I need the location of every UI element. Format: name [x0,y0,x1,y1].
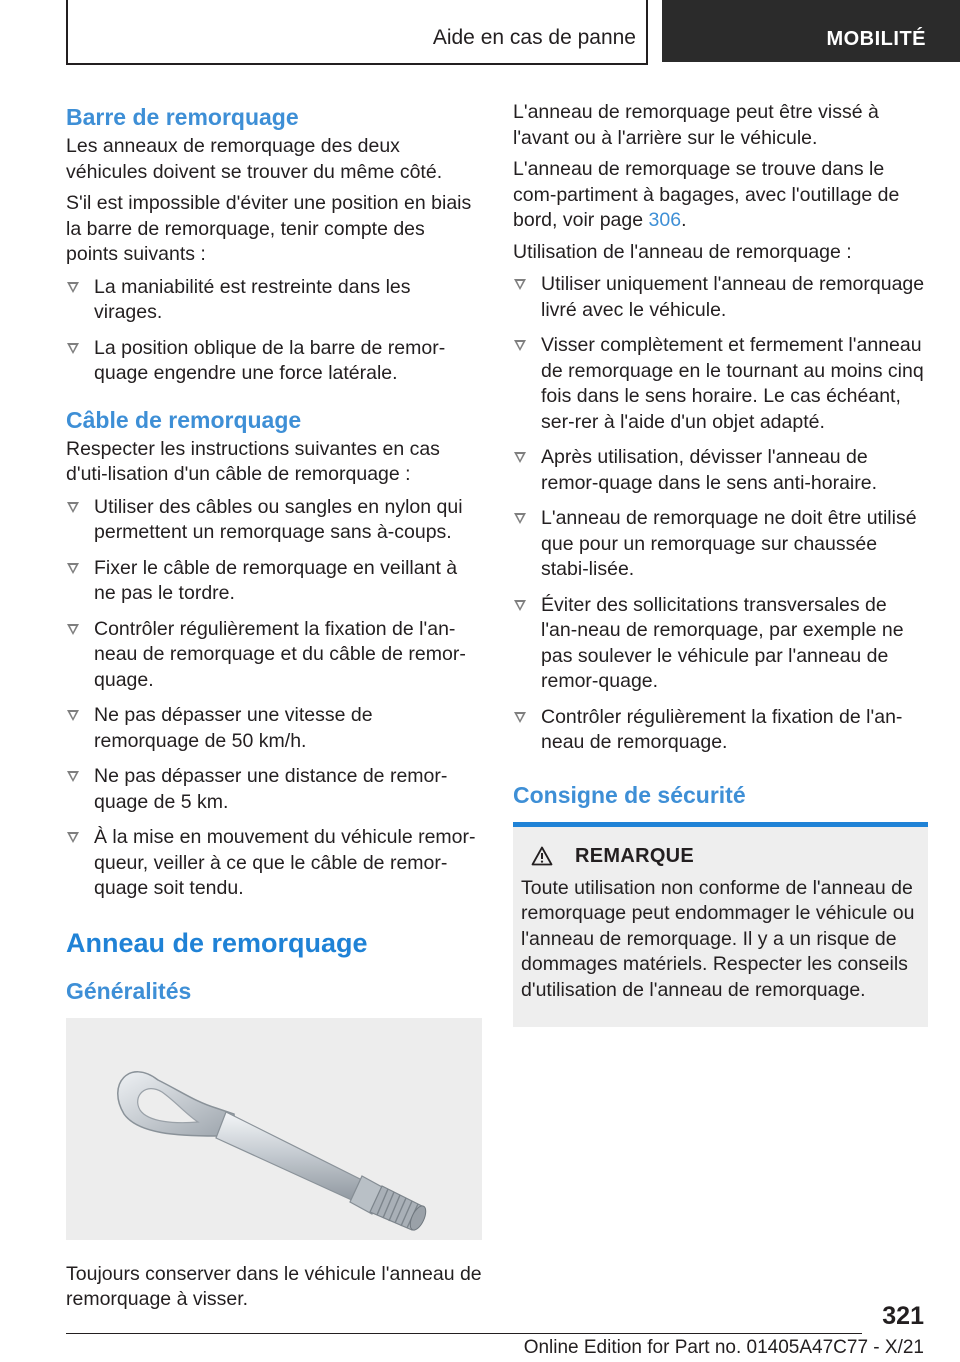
right-paragraph-2: L'anneau de remorquage se trouve dans le com-partiment à bagages, avec l'outillage de bord, voir page 306. [513,158,900,231]
bullet-triangle-icon [67,502,79,513]
tow-bar-paragraph-2: S'il est impossible d'éviter une position en biais la barre de remorquage, tenir compte des points suivants : [66,192,472,265]
bullet-triangle-icon [67,282,79,293]
header-chapter-tab [662,0,960,62]
page-number: 321 [882,1302,924,1330]
header-rule-divider [646,0,648,64]
bullet-triangle-icon [514,340,526,351]
header-section-title: Aide en cas de panne [432,26,636,49]
list-item: Après utilisation, dévisser l'anneau de remor-quage dans le sens anti-horaire. [513,445,928,496]
list-item: Ne pas dépasser une distance de remor-quage de 5 km. [66,764,482,815]
bullet-triangle-icon [67,343,79,354]
bullet-triangle-icon [514,513,526,524]
header-chapter-label: MOBILITÉ [826,28,926,50]
left-column [66,100,482,1313]
tow-rope-list [66,495,482,902]
tow-eye-usage-list [513,272,928,756]
list-item: Utiliser uniquement l'anneau de remorquage livré avec le véhicule. [513,272,928,323]
list-item: Fixer le câble de remorquage en veillant à ne pas le tordre. [66,556,482,607]
page-link-306[interactable]: 306 [648,209,682,231]
tow-eye-caption: Toujours conserver dans le véhicule l'anneau de remorquage à visser. [66,1262,482,1310]
notice-text: Toute utilisation non conforme de l'anneau de remorquage peut endommager le véhicule ou l'anneau de remorquage. Il y a un risque de dommages matériels. Respecter les conseils d'utilisation de l'anneau de remorquage. [521,876,915,1001]
footer-rule [66,1333,862,1334]
list-item: La maniabilité est restreinte dans les virages. [66,275,482,326]
tow-bar-list [66,275,482,387]
list-item: Contrôler régulièrement la fixation de l'an-neau de remorquage. [513,705,928,756]
bullet-triangle-icon [514,712,526,723]
list-item: Ne pas dépasser une vitesse de remorquage de 50 km/h. [66,703,482,754]
heading-tow-eye: Anneau de remorquage [66,927,368,958]
notice-label: REMARQUE [575,844,695,867]
header-rule-left [66,0,68,64]
bullet-triangle-icon [514,452,526,463]
heading-tow-rope: Câble de remorquage [66,406,302,433]
list-item: Visser complètement et fermement l'anneau de remorquage en le tournant au moins cinq fois dans le sens horaire. Le cas échéant, ser-rer à l'aide d'un objet adapté. [513,333,928,435]
right-column [513,100,928,1027]
bullet-triangle-icon [67,710,79,721]
bullet-triangle-icon [514,600,526,611]
list-item: L'anneau de remorquage ne doit être utilisé que pour un remorquage sur chaussée stabi-lisée. [513,506,928,583]
list-item: La position oblique de la barre de remor-quage engendre une force latérale. [66,336,482,387]
tow-eye-illustration [66,1018,482,1240]
notice-header [531,845,920,868]
list-item: Utiliser des câbles ou sangles en nylon qui permettent un remorquage sans à-coups. [66,495,482,546]
tow-eye-image [66,1018,482,1240]
list-item: Contrôler régulièrement la fixation de l'an-neau de remorquage et du câble de remor-quage. [66,617,482,694]
list-item: À la mise en mouvement du véhicule remor-queur, veiller à ce que le câble de remor-quage soit tendu. [66,825,482,902]
heading-tow-bar: Barre de remorquage [66,104,299,130]
header-rule-bottom [66,63,648,65]
bullet-triangle-icon [67,832,79,843]
notice-box [513,827,928,1028]
bullet-triangle-icon [67,771,79,782]
heading-safety: Consigne de sécurité [513,781,746,808]
tow-bar-paragraph-1: Les anneaux de remorquage des deux véhicules doivent se trouver du même côté. [66,135,443,183]
right-paragraph-3: Utilisation de l'anneau de remorquage : [513,240,852,263]
bullet-triangle-icon [67,563,79,574]
list-item: Éviter des sollicitations transversales de l'an-neau de remorquage, par exemple ne pas soulever le véhicule par l'anneau de remor-quage. [513,593,928,695]
bullet-triangle-icon [67,624,79,635]
footer-edition: Online Edition for Part no. 01405A47C77 - X/21 [523,1337,924,1358]
bullet-triangle-icon [514,279,526,290]
heading-general: Généralités [66,977,192,1004]
warning-triangle-icon [531,846,553,866]
tow-rope-paragraph: Respecter les instructions suivantes en cas d'uti-lisation d'un câble de remorquage : [66,437,440,485]
right-paragraph-1: L'anneau de remorquage peut être vissé à l'avant ou à l'arrière sur le véhicule. [513,101,879,149]
